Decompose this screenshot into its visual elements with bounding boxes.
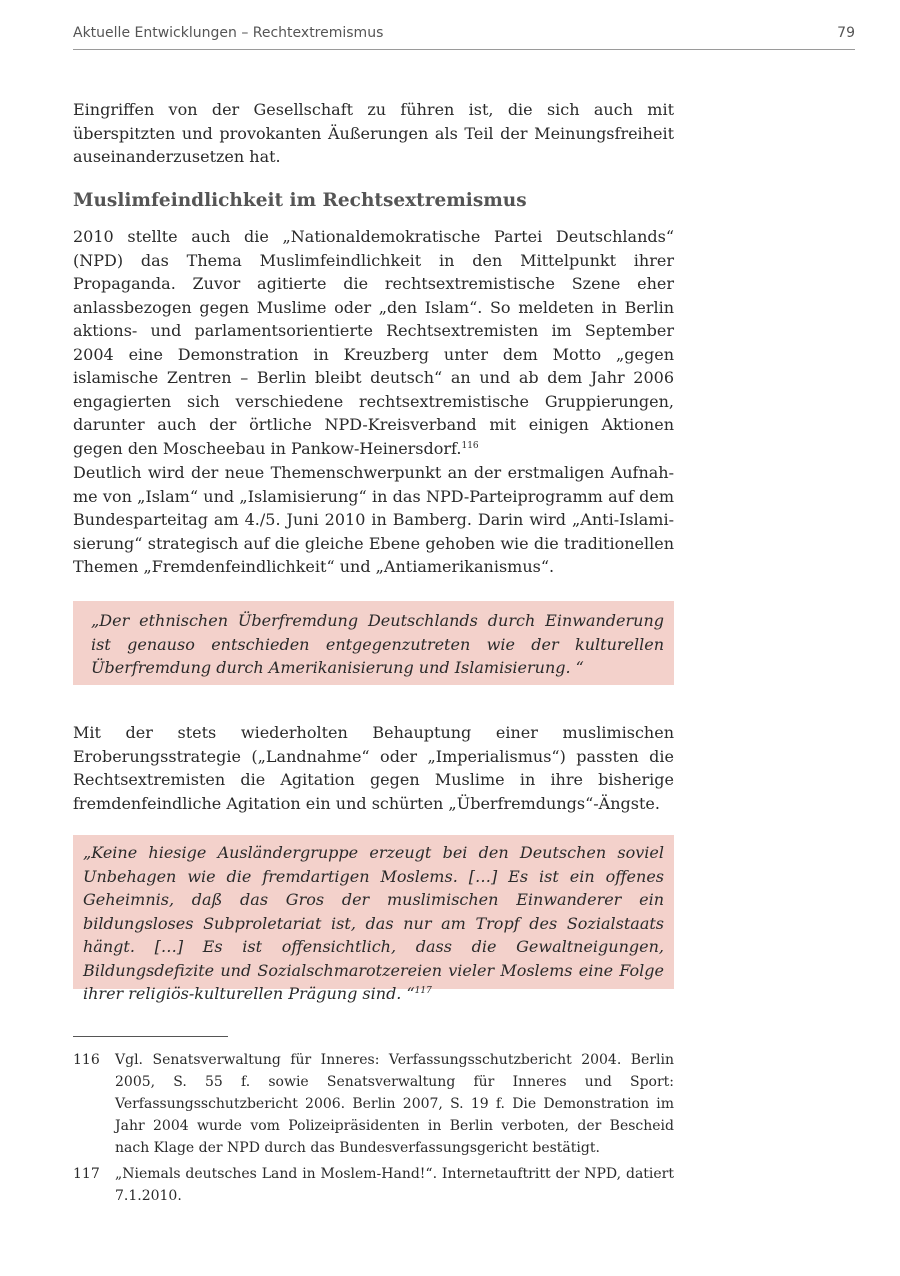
quote-box-2	[73, 835, 674, 1003]
paragraph-4: Mit der stets wiederholten Behauptung einer muslimischen Eroberungsstrategie („Landnahme“ oder „Imperialismus“) passten die Rechtsextremisten die Agitation gegen Muslime in ihre bisherige fremdenfeindliche Agitation ein und schürten „Überfremdungs“-Ängste.	[73, 723, 674, 813]
paragraph-4-block	[73, 721, 674, 815]
paragraph-3-block	[73, 461, 674, 579]
paragraph-1-block	[73, 98, 674, 169]
section-heading-block	[73, 188, 674, 214]
footnote-text: Vgl. Senatsverwaltung für Inneres: Verfassungsschutzbericht 2004. Berlin 2005, S. 55 f. sowie Senatsverwaltung für Inneres und Sport: Verfassungsschutzbericht 2006. Berlin 2007, S. 19 f. Die Demonstration im Jahr 2004 wurde vom Polizeipräsidenten in Berlin verboten, der Bescheid nach Klage der NPD durch das Bundesverfassungsgericht bestätigt.	[115, 1052, 674, 1156]
paragraph-2-text: 2010 stellte auch die „Nationaldemokratische Partei Deutschlands“ (NPD) das Thema Muslimfeindlichkeit in den Mittelpunkt ihrer Propaganda. Zuvor agitierte die rechtsextremistische Szene eher anlassbezogen gegen Muslime oder „den Islam“. So meldeten in Berlin aktions- und parlamentsorientierte Rechtsextremisten im September 2004 eine Demonstration in Kreuzberg unter dem Motto „gegen islamische Zentren – Berlin bleibt deutsch“ an und ab dem Jahr 2006 engagierten sich verschiedene rechtsextremistische Gruppierungen, darunter auch der örtliche NPD-Kreisverband mit einigen Aktionen gegen den Moscheebau in Pankow-Heinersdorf.	[73, 227, 674, 458]
paragraph-1: Eingriffen von der Gesellschaft zu führen ist, die sich auch mit überspitzten und provokanten Äußerungen als Teil der Meinungsfreiheit auseinanderzusetzen hat.	[73, 100, 674, 166]
footnote-number: 116	[73, 1052, 100, 1068]
quote-box-1	[73, 601, 674, 685]
quote-2	[83, 841, 664, 1006]
page-number: 79	[837, 25, 855, 41]
running-header	[73, 25, 855, 50]
footnote-text: „Niemals deutsches Land in Moslem-Hand!“. Internetauftritt der NPD, datiert 7.1.2010.	[115, 1166, 674, 1204]
paragraph-3: Deutlich wird der neue Themenschwerpunkt an der erstmaligen Aufnahme von „Islam“ und „Islamisierung“ in das NPD-Parteiprogramm auf dem Bundesparteitag am 4./5. Juni 2010 in Bamberg. Darin wird „Anti-Islamisierung“ strategisch auf die gleiche Ebene gehoben wie die traditionellen Themen „Fremdenfeindlichkeit“ und „Antiamerikanismus“.	[73, 463, 674, 576]
quote-2-text: „Keine hiesige Ausländergruppe erzeugt bei den Deutschen soviel Unbehagen wie die fremdartigen Moslems. […] Es ist ein offenes Geheimnis, daß das Gros der muslimischen Einwanderer ein bildungsloses Subproletariat ist, das nur am Tropf des Sozialstaats hängt. […] Es ist offensichtlich, dass die Gewaltneigungen, Bildungsdefizite und Sozialschmarotzereien vieler Moslems eine Folge ihrer religiös-kulturellen Prägung sind. “	[83, 843, 664, 1003]
footnote-ref-116[interactable]: 116	[461, 440, 479, 451]
footnote-117	[73, 1163, 674, 1207]
running-header-title: Aktuelle Entwicklungen – Rechtextremismus	[73, 25, 384, 41]
section-heading: Muslimfeindlichkeit im Rechtsextremismus	[73, 190, 527, 211]
quote-1: „Der ethnischen Überfremdung Deutschlands durch Einwanderung ist genauso entschieden entgegenzutreten wie der kulturellen Überfremdung durch Amerikanisierung und Islamisierung. “	[91, 611, 664, 677]
paragraph-2	[73, 225, 674, 460]
footnote-ref-117[interactable]: 117	[414, 986, 432, 996]
footnote-divider	[73, 1036, 228, 1037]
footnote-116	[73, 1049, 674, 1159]
paragraph-2-block	[73, 225, 674, 460]
footnote-number: 117	[73, 1166, 100, 1182]
